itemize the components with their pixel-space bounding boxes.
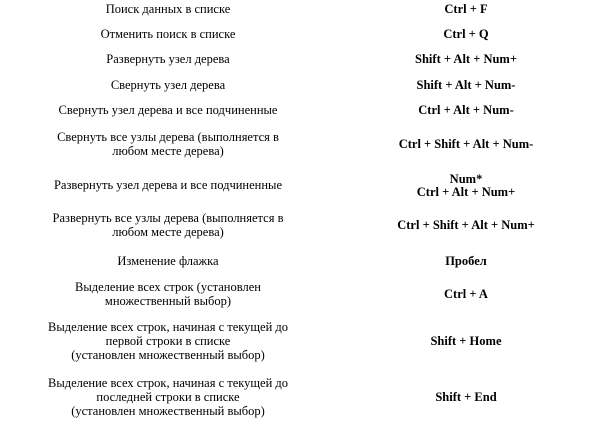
shortcut-description: Поиск данных в списке: [105, 2, 231, 17]
shortcut-row-select-to-last: [0, 376, 600, 420]
shortcut-keys: Ctrl + Alt + Num-: [418, 103, 514, 118]
shortcut-keys: Ctrl + Shift + Alt + Num-: [398, 137, 534, 152]
shortcut-keys: Shift + Alt + Num+: [415, 52, 517, 67]
shortcut-description: Отменить поиск в списке: [100, 27, 236, 42]
shortcut-row-collapse-node-all: [0, 103, 600, 119]
shortcut-keys: Shift + Home: [430, 334, 502, 349]
shortcut-description: Свернуть узел дерева и все подчиненные: [58, 103, 278, 118]
shortcut-description: Выделение всех строк, начиная с текущей до последней строки в списке (установлен множественный выбор): [47, 376, 288, 418]
shortcut-description: Свернуть все узлы дерева (выполняется в любом месте дерева): [57, 130, 279, 158]
shortcut-row-select-to-first: [0, 320, 600, 364]
shortcut-keys: Num* Ctrl + Alt + Num+: [416, 171, 516, 199]
shortcut-row-select-all: [0, 280, 600, 310]
shortcut-description: Изменение флажка: [117, 254, 219, 269]
shortcut-keys: Пробел: [445, 254, 487, 269]
shortcut-description: Развернуть узел дерева и все подчиненные: [53, 178, 282, 193]
shortcut-row-collapse-all-nodes: [0, 130, 600, 160]
shortcut-row-expand-all-nodes: [0, 211, 600, 241]
shortcut-description: Выделение всех строк, начиная с текущей до первой строки в списке (установлен множественный выбор): [47, 320, 288, 362]
shortcut-keys: Ctrl + Q: [443, 27, 489, 42]
shortcut-row-search: [0, 2, 600, 18]
shortcut-description: Развернуть все узлы дерева (выполняется в любом месте дерева): [52, 211, 284, 239]
shortcut-row-expand-node: [0, 52, 600, 68]
shortcut-keys: Ctrl + Shift + Alt + Num+: [397, 218, 535, 233]
shortcut-description: Выделение всех строк (установлен множественный выбор): [75, 280, 261, 308]
shortcut-keys: Ctrl + F: [444, 2, 488, 17]
shortcut-description: Свернуть узел дерева: [110, 78, 226, 93]
shortcut-keys: Shift + Alt + Num-: [416, 78, 516, 93]
shortcut-row-collapse-node: [0, 78, 600, 94]
shortcut-row-expand-node-all: [0, 171, 600, 201]
shortcut-row-cancel-search: [0, 27, 600, 43]
shortcut-row-toggle-checkbox: [0, 254, 600, 270]
shortcut-keys: Shift + End: [435, 390, 497, 405]
shortcut-keys: Ctrl + A: [444, 287, 488, 302]
shortcut-description: Развернуть узел дерева: [106, 52, 230, 67]
